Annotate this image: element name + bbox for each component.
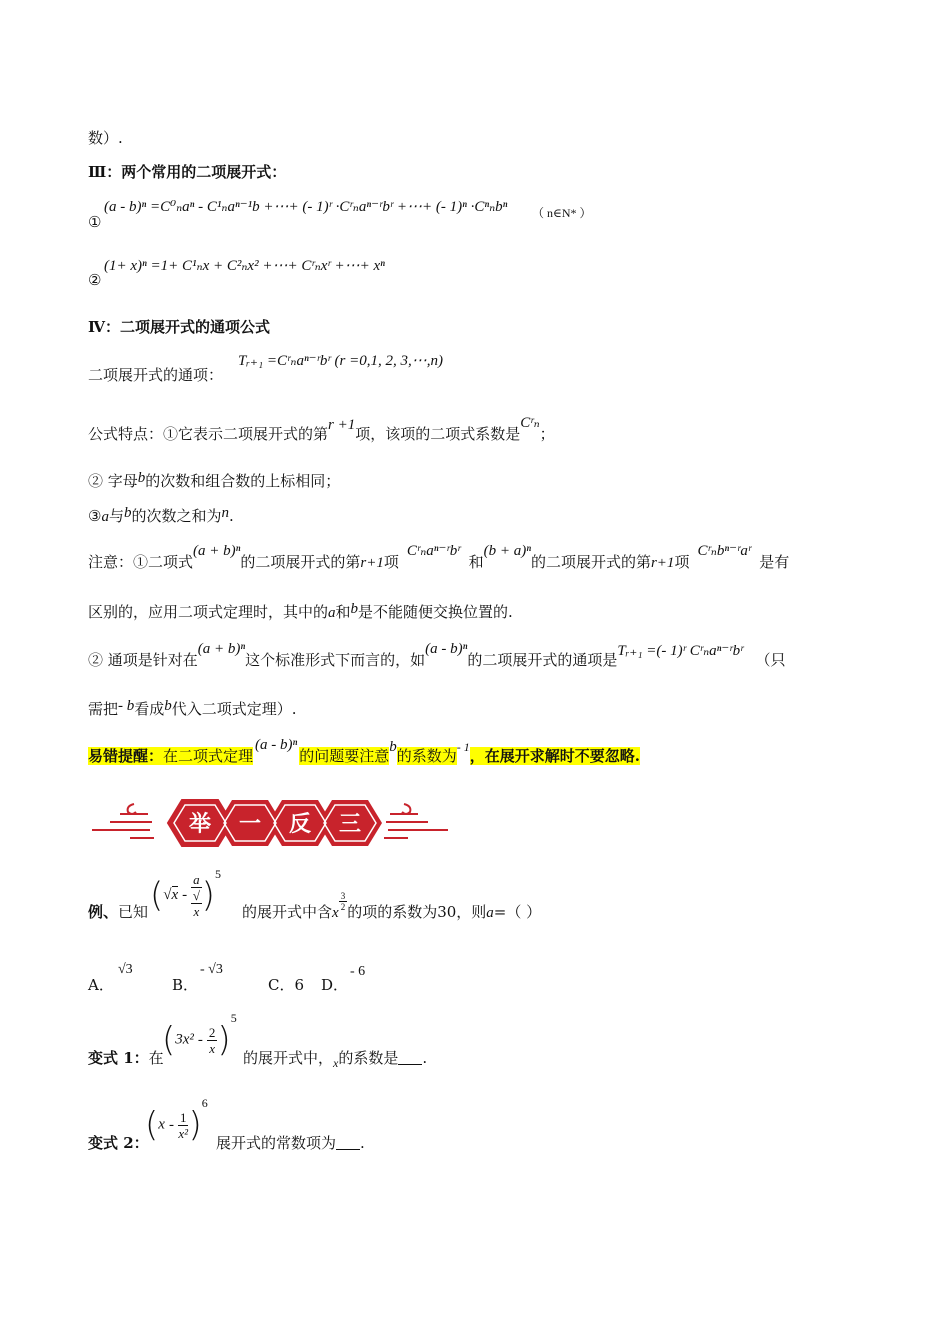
note-1-end: 是有 [759,553,790,571]
note-2-pre: 区别的，应用二项式定理时，其中的 [88,603,329,621]
note-2-and: 和 [335,603,351,621]
right-paren: ) [188,1105,202,1145]
formula-2: (1+ x)ⁿ =1+ C¹ₙx + C²ₙx² +⋯+ Cʳₙxʳ +⋯+ xⁿ [104,258,385,274]
option-a [88,975,114,995]
fraction-denominator: x [209,1040,216,1056]
banner-char-1: 举 [188,812,212,837]
feature-3 [88,506,234,527]
note-line-3 [88,641,786,671]
feature-3-mid2: 的次数之和为 [131,507,222,525]
variant-1-label: 变式 1： [88,1049,149,1067]
fraction-denominator: x² [178,1125,189,1141]
variant-2-post: 展开式的常数项为 [216,1134,337,1152]
sqrt-x: √x [163,887,179,903]
example-mid: 的展开式中含 [242,903,333,921]
note-1-mid-2: 的二项展开式的第 [530,553,651,571]
option-a-label: A． [88,976,114,994]
left-paren: ( [150,875,164,916]
variant-1-power: 5 [230,1011,237,1025]
option-d [321,975,348,995]
feature-3-end: . [228,507,234,525]
formula-1-marker: ① [88,213,102,231]
note-line-4 [88,699,297,720]
variant-1-x: x [333,1056,339,1070]
option-a-value: √3 [118,962,133,977]
feature-2 [88,471,340,492]
reminder-label: 易错提醒： [88,747,164,765]
variant-1-end: . [422,1049,428,1067]
variant-1 [88,1048,164,1068]
error-reminder [88,737,641,767]
variant-1-fraction [207,1025,218,1056]
formula-1-condition: （ n∈N* ） [532,206,592,220]
option-d-label: D． [321,976,349,994]
example-tail [242,890,542,924]
variant-1-answer-blank[interactable] [398,1050,422,1065]
exponent-denominator: 2 [340,901,346,912]
feature-1-r1: r +1 [328,417,356,433]
banner-char-2: 一 [238,812,262,837]
section-4-title: Ⅳ：二项展开式的通项公式 [88,318,271,336]
section-3-title: Ⅲ：两个常用的二项展开式： [88,163,287,181]
note-3-expr-1: (a + b)ⁿ [197,641,246,657]
note-4-minus-b: - b [118,698,135,714]
variant-2-answer-blank[interactable] [336,1135,360,1150]
note-1-expr-2: (b + a)ⁿ [483,543,531,559]
note-3-end: （只 [755,651,786,669]
note-1-xiang-2: 项 [674,553,690,571]
variant-1-post: 的系数是 [338,1049,399,1067]
example-question [88,902,148,922]
right-paren: ) [201,875,215,916]
feature-1-mid: 项，该项的二项式系数是 [355,425,521,443]
example-eq: =（ ） [493,903,542,921]
note-4-mid: 看成 [134,700,165,718]
feature-1-crn: Cʳₙ [520,415,540,431]
note-1-r1b: r+1 [650,555,675,571]
note-4-pre: 需把 [88,700,119,718]
variant-2-tail [216,1133,365,1153]
variant-2-label: 变式 2： [88,1134,149,1152]
reminder-expr: (a - b)ⁿ [255,737,298,753]
section-banner [90,792,450,854]
note-1-r1a: r+1 [360,555,384,571]
example-mid-2: 的项的系数为30，则 [347,903,487,921]
note-4-post: 代入二项式定理）. [171,700,297,718]
general-term-label: 二项展开式的通项： [88,366,224,384]
banner-char-4: 三 [338,812,362,837]
variant-2-minus: - [168,1116,174,1133]
left-paren: ( [162,1020,176,1060]
feature-2-b: b [137,470,146,486]
right-paren: ) [217,1020,231,1060]
feature-1-end: ； [539,425,555,443]
note-3-mid-2: 的二项展开式的通项是 [467,651,618,669]
note-1-expr-1: (a + b)ⁿ [193,543,241,559]
banner-char-3: 反 [288,812,312,837]
example-exponent [339,891,348,912]
example-fraction [191,872,202,919]
variant-2 [88,1133,149,1153]
general-term-formula: Tᵣ₊₁ =Cʳₙaⁿ⁻ʳbʳ (r =0,1, 2, 3,⋯,n) [238,353,443,369]
note-2-post: 是不能随便交换位置的. [358,603,513,621]
feature-3-a: a [101,509,109,525]
option-b-label: B． [172,976,199,994]
feature-1-prefix: 公式特点：①它表示二项展开式的第 [88,425,329,443]
example-label: 例、 [88,903,119,921]
variant-2-term: x [158,1116,165,1133]
left-paren: ( [145,1105,159,1145]
feature-3-mid: 与 [108,507,124,525]
fraction-numerator: 2 [208,1024,216,1040]
feature-2-post: 的次数和组合数的上标相同； [145,472,341,490]
example-power: 5 [214,866,221,881]
note-1-xiang: 项 [383,553,399,571]
note-3-term: Tᵣ₊₁ =(- 1)ʳ Cʳₙaⁿ⁻ʳbʳ [617,643,744,659]
note-1-and: 和 [468,553,484,571]
reminder-text-2: 的问题要注意 [299,747,390,765]
banner-left-swirl [92,804,154,838]
exponent-numerator: 3 [340,890,346,901]
note-3-mid: 这个标准形式下而言的，如 [245,651,426,669]
reminder-text-4: ，在展开求解时不要忽略. [469,747,641,765]
intro-tail: 数）. [88,129,123,147]
reminder-text-1: 在二项式定理 [163,747,254,765]
note-line-1 [88,543,790,573]
note-1-pre: 注意：①二项式 [88,553,194,571]
variant-2-power: 6 [201,1096,208,1110]
note-2-b: b [350,601,359,617]
reminder-text-3: 的系数为 [396,747,457,765]
note-3-expr-2: (a - b)ⁿ [425,641,468,657]
feature-2-pre: ② 字母 [88,472,138,490]
variant-1-term: 3x² [175,1031,194,1048]
banner-right-swirl [384,804,448,838]
note-2-a: a [328,605,336,621]
variant-1-minus: - [197,1031,203,1048]
example-minus: - [182,887,188,903]
variant-1-expression [162,1011,237,1076]
option-b-value: - √3 [200,962,223,977]
note-4-b: b [164,698,172,714]
feature-3-pre: ③ [88,507,102,525]
option-c: C．6 [268,976,305,994]
example-expression [150,866,221,928]
note-1-term-2: Cʳₙbⁿ⁻ʳaʳ [697,543,752,559]
option-b [172,975,198,995]
variant-2-fraction [178,1110,189,1141]
example-pre: 已知 [118,903,149,921]
feature-3-n: n [221,505,229,521]
formula-2-marker: ② [88,271,102,289]
reminder-minus-one: - 1 [456,740,470,754]
note-line-2 [88,602,513,623]
variant-1-tail [243,1048,427,1069]
fraction-denominator: √ x [192,888,200,919]
note-1-term-1: Cʳₙaⁿ⁻ʳbʳ [406,543,461,559]
fraction-numerator: a [193,872,200,887]
example-a: a [486,905,494,921]
formula-1: (a - b)ⁿ =C⁰ₙaⁿ - C¹ₙaⁿ⁻¹b +⋯+ (- 1)ʳ ·Cʳₙaⁿ⁻ʳbʳ +⋯+ (- 1)ⁿ ·Cⁿₙbⁿ [104,199,508,215]
variant-2-end: . [360,1134,365,1152]
feature-1 [88,415,555,445]
variant-2-expression [145,1096,208,1161]
reminder-b: b [389,739,397,755]
note-1-mid-1: 的二项展开式的第 [240,553,361,571]
example-x: x [332,905,339,921]
feature-3-b: b [123,505,132,521]
option-d-value: - 6 [350,964,366,979]
note-3-pre: ② 通项是针对在 [88,651,198,669]
variant-1-pre: 在 [148,1049,164,1067]
variant-1-mid: 的展开式中， [243,1049,334,1067]
fraction-numerator: 1 [179,1109,187,1125]
